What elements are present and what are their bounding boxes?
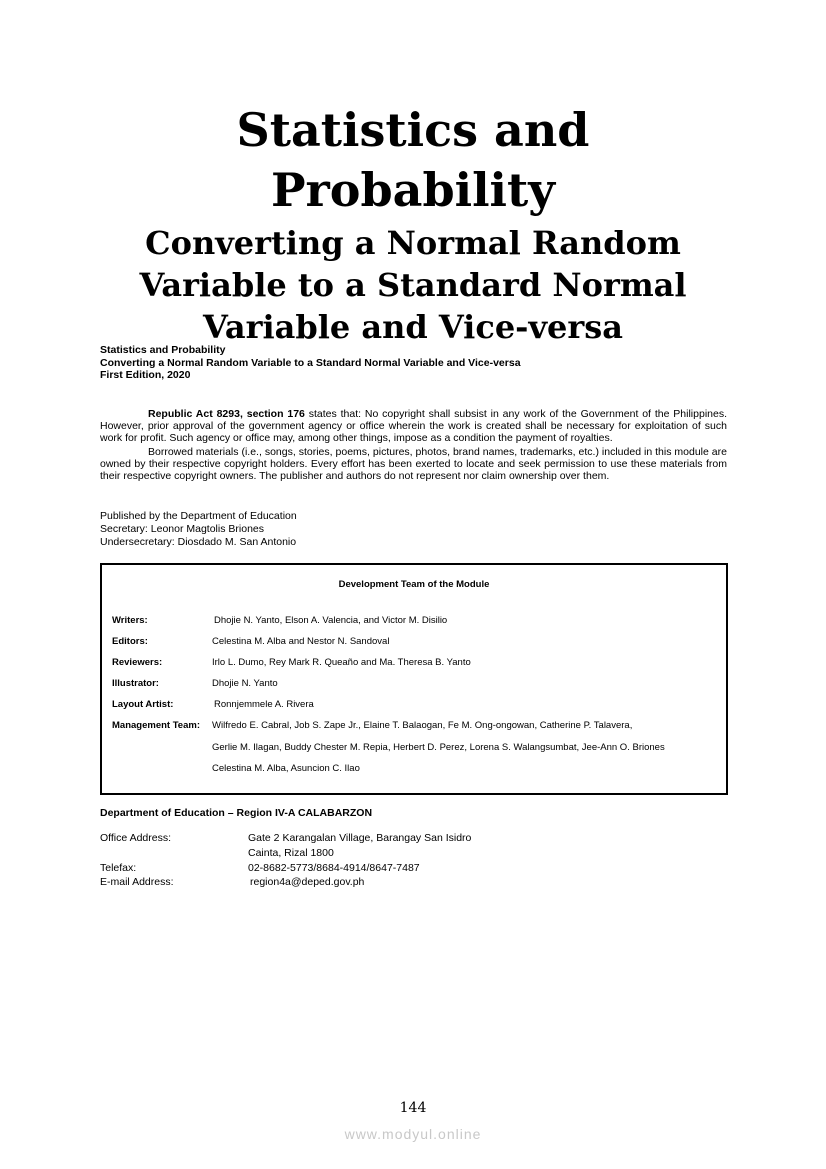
office-address-row (100, 832, 700, 845)
copyright-paragraph (100, 408, 727, 445)
telefax-row (100, 862, 700, 875)
team-value: Dhojie N. Yanto (212, 678, 278, 689)
law-reference: Republic Act 8293, section 176 (148, 408, 305, 420)
published-line-2: Secretary: Leonor Magtolis Briones (100, 523, 264, 535)
published-line-1: Published by the Department of Education (100, 510, 297, 522)
email-value: region4a@deped.gov.ph (250, 876, 365, 888)
borrowed-text: Borrowed materials (i.e., songs, stories, poems, pictures, photos, brand names, trademarks, etc.) included in this module are owned by their respective copyright holders. Every effort has been exerted to locate and seek permission to use these materials from their respective copyright owners. The publisher and authors do not represent nor claim ownership over them. (100, 446, 727, 483)
module-meta (100, 344, 521, 382)
team-value: Dhojie N. Yanto, Elson A. Valencia, and Victor M. Disilio (214, 615, 448, 626)
team-label: Management Team: (112, 720, 200, 731)
meta-edition: First Edition, 2020 (100, 369, 191, 381)
team-label: Reviewers: (112, 657, 163, 668)
borrowed-materials-paragraph (100, 446, 727, 483)
development-team-box (100, 563, 728, 795)
office-address-line-2: Cainta, Rizal 1800 (248, 847, 334, 859)
page-number: 144 (399, 1100, 427, 1116)
published-line-3: Undersecretary: Diosdado M. San Antonio (100, 536, 297, 548)
office-address-label: Office Address: (100, 832, 172, 844)
meta-subject: Statistics and Probability (100, 344, 226, 356)
telefax-value: 02-8682-5773/8684-4914/8647-7487 (248, 862, 420, 874)
team-label: Editors: (112, 636, 148, 647)
team-label: Layout Artist: (112, 699, 174, 710)
team-label: Writers: (112, 615, 148, 626)
office-address-line-1: Gate 2 Karangalan Village, Barangay San Isidro (248, 832, 472, 844)
law-text: states that: No copyright shall subsist in any work of the Government of the Philippines. However, prior approval of the government agency or office wherein the work is created shall be necessary for exploitation of such work for profit. Such agency or office may, among other things, impose as a condition the payment of royalties. (100, 408, 727, 445)
meta-module-title: Converting a Normal Random Variable to a Standard Normal Variable and Vice-versa (100, 356, 521, 369)
published-info (100, 510, 297, 549)
subtitle-line-3: Variable and Vice-versa (202, 308, 624, 346)
title-line-2: Probability (270, 163, 556, 217)
team-value: Irlo L. Dumo, Rey Mark R. Queaño and Ma. Theresa B. Yanto (212, 657, 471, 668)
team-heading: Development Team of the Module (338, 579, 490, 590)
email-row (100, 876, 700, 889)
watermark: www.modyul.online (344, 1126, 482, 1142)
team-value: Celestina M. Alba and Nestor N. Sandoval (212, 636, 390, 647)
region-name: Department of Education – Region IV-A CALABARZON (100, 807, 373, 819)
team-label: Illustrator: (112, 678, 159, 689)
team-value: Celestina M. Alba, Asuncion C. Ilao (212, 763, 360, 774)
title-block (60, 100, 766, 348)
team-value: Wilfredo E. Cabral, Job S. Zape Jr., Elaine T. Balaogan, Fe M. Ong-ongowan, Catherine P. Talavera, (212, 720, 633, 731)
team-value: Gerlie M. Ilagan, Buddy Chester M. Repia, Herbert D. Perez, Lorena S. Walangsumbat, Jee-Ann O. Briones (212, 742, 665, 753)
team-value: Ronnjemmele A. Rivera (214, 699, 314, 710)
email-label: E-mail Address: (100, 876, 174, 888)
telefax-label: Telefax: (100, 862, 137, 874)
title-line-1: Statistics and (236, 103, 590, 157)
subtitle-line-1: Converting a Normal Random (145, 224, 681, 262)
office-address-row-2 (100, 847, 700, 860)
subtitle-line-2: Variable to a Standard Normal (139, 266, 687, 304)
